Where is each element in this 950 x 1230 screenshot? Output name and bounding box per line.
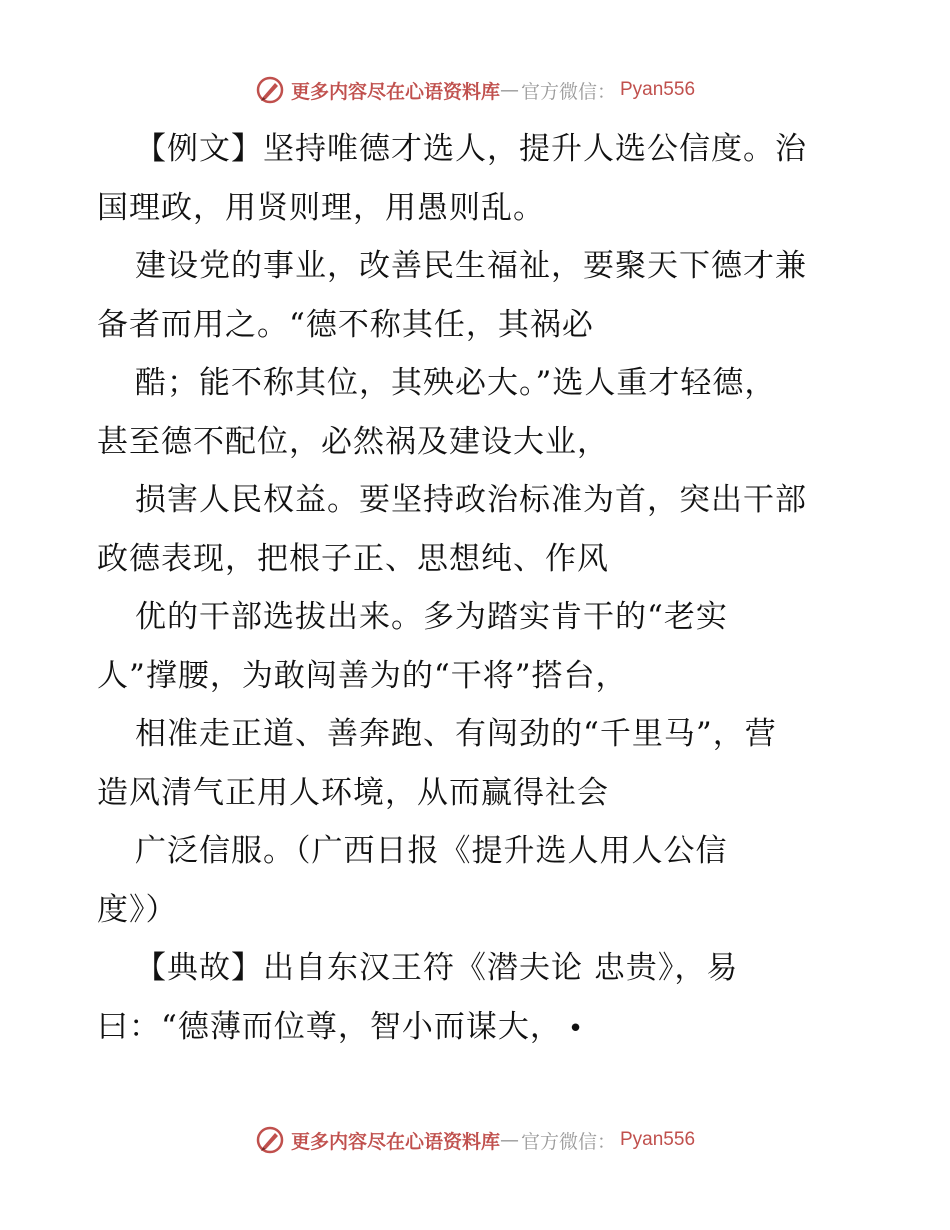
- body-line-2: 国理政，用贤则理，用愚则乱。: [97, 189, 545, 226]
- header-wechat-label: 官方微信：: [520, 80, 616, 103]
- body-line-9: 优的干部选拔出来。多为踏实肯干的“老实: [135, 599, 728, 635]
- header-banner: [0, 70, 950, 110]
- body-line-1: 【例文】坚持唯德才选人，提升人选公信度。治: [135, 131, 807, 167]
- body-line-11: 相准走正道、善奔跑、有闯劲的“千里马”，营: [135, 716, 777, 752]
- body-line-7: 损害人民权益。要坚持政治标准为首，突出干部: [135, 482, 807, 518]
- body-line-16: [97, 998, 857, 1057]
- header-site-text: 更多内容尽在心语资料库: [290, 80, 500, 103]
- body-line-13: 广泛信服。（广西日报《提升选人用人公信: [135, 833, 728, 869]
- body-line-10: 人”撑腰，为敢闯善为的“干将”搭台，: [97, 657, 628, 694]
- body-line-5: 酷；能不称其位，其殃必大。”选人重才轻德，: [135, 365, 777, 401]
- footer-wechat-label: 官方微信：: [520, 1130, 616, 1153]
- body-line-16-text: 曰：“德薄而位尊，智小而谋大，: [97, 1008, 562, 1045]
- pen-logo-icon: [255, 75, 285, 105]
- body-line-6: 甚至德不配位，必然祸及建设大业，: [97, 423, 609, 460]
- body-line-8: 政德表现，把根子正、思想纯、作风: [97, 540, 609, 577]
- footer-site-text: 更多内容尽在心语资料库: [290, 1130, 500, 1153]
- footer-dash: —: [499, 1129, 519, 1151]
- footer-banner: [0, 1120, 950, 1160]
- body-line-3: 建设党的事业，改善民生福祉，要聚天下德才兼: [135, 248, 807, 284]
- body-line-14: 度》）: [97, 891, 178, 928]
- bullet-mark: •: [567, 1013, 585, 1044]
- header-dash: —: [499, 79, 519, 101]
- document-body: [97, 120, 857, 1056]
- pen-logo-icon: [255, 1125, 285, 1155]
- body-line-15: 【典故】出自东汉王符《潜夫论 忠贵》，易: [135, 950, 739, 986]
- body-line-12: 造风清气正用人环境，从而赢得社会: [97, 774, 609, 811]
- body-line-4: 备者而用之。“德不称其任，其祸必: [97, 306, 594, 343]
- footer-wechat-id: Pyan556: [620, 1129, 696, 1150]
- header-wechat-id: Pyan556: [620, 79, 696, 100]
